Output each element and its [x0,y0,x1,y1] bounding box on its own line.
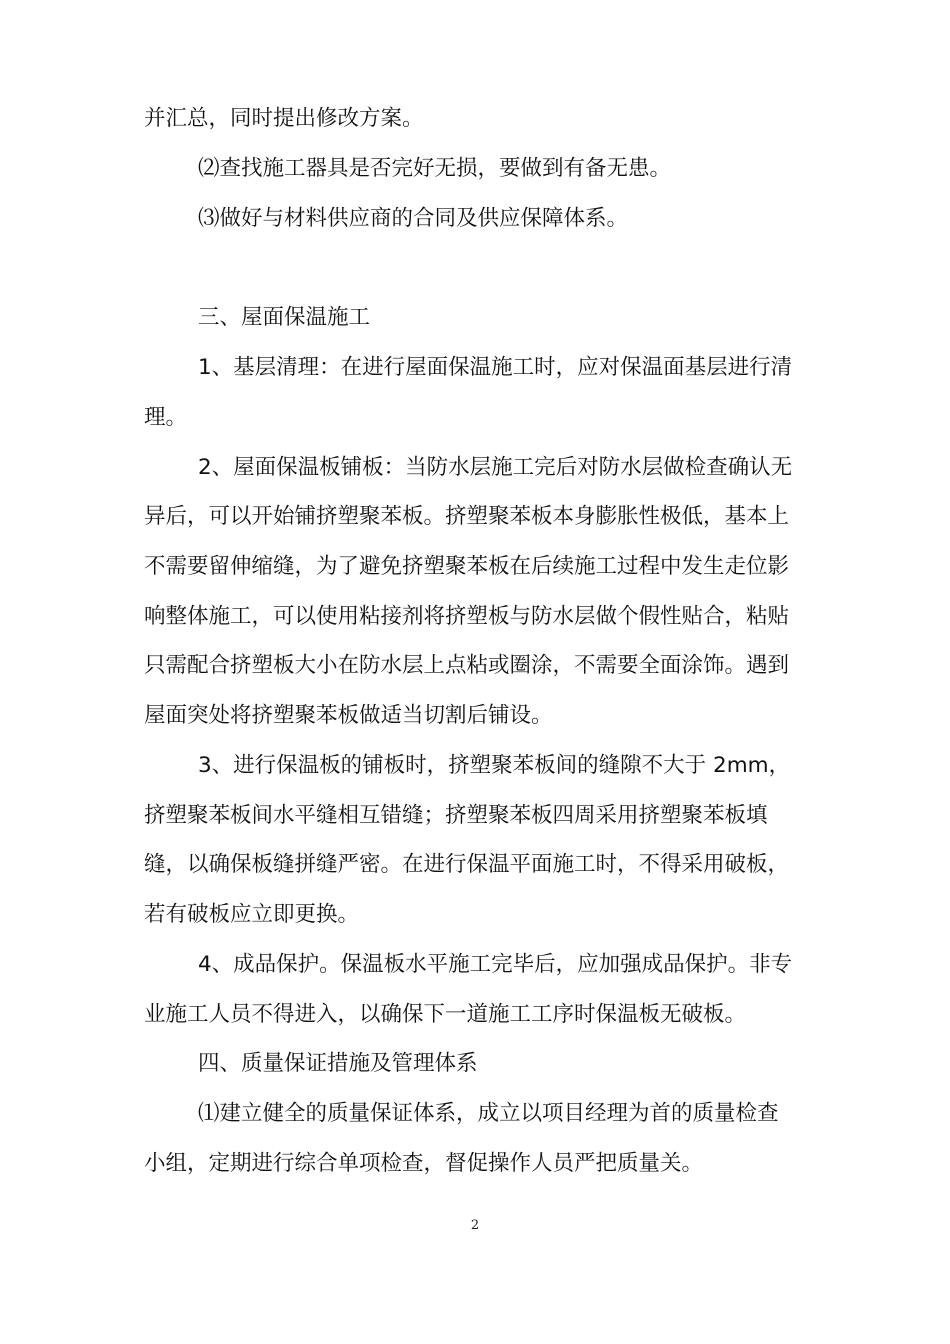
text-line: ⑴建立健全的质量保证体系，成立以项目经理为首的质量检查 [198,1101,779,1126]
page-number: 2 [470,1218,480,1233]
text-line: 异后，可以开始铺挤塑聚苯板。挤塑聚苯板本身膨胀性极低，基本上 [144,504,790,529]
text-line: 2、屋面保温板铺板：当防水层施工完后对防水层做检查确认无 [198,455,793,480]
text-line: 4、成品保护。保温板水平施工完毕后，应加强成品保护。非专 [198,952,793,977]
section-heading: 四、质量保证措施及管理体系 [198,1051,478,1076]
text-line: 1、基层清理：在进行屋面保温施工时，应对保温面基层进行清 [198,355,793,380]
text-line: 3、进行保温板的铺板时，挤塑聚苯板间的缝隙不大于 2mm， [198,753,791,778]
text-line: ⑵查找施工器具是否完好无损，要做到有备无患。 [198,156,672,181]
section-heading: 三、屋面保温施工 [198,305,371,330]
text-line: 不需要留伸缩缝，为了避免挤塑聚苯板在后续施工过程中发生走位影 [144,554,790,579]
text-line: 响整体施工，可以使用粘接剂将挤塑板与防水层做个假性贴合，粘贴 [144,604,790,629]
text-line: 只需配合挤塑板大小在防水层上点粘或圈涂，不需要全面涂饰。遇到 [144,653,790,678]
text-line: ⑶做好与材料供应商的合同及供应保障体系。 [198,206,629,231]
text-line: 缝，以确保板缝拼缝严密。在进行保温平面施工时，不得采用破板， [144,852,790,877]
text-line: 屋面突处将挤塑聚苯板做适当切割后铺设。 [144,703,553,728]
text-line: 理。 [144,405,188,430]
text-line: 若有破板应立即更换。 [144,902,360,927]
text-line: 业施工人员不得进入，以确保下一道施工工序时保温板无破板。 [144,1002,747,1027]
text-line: 并汇总，同时提出修改方案。 [144,106,424,131]
text-line: 挤塑聚苯板间水平缝相互错缝；挤塑聚苯板四周采用挤塑聚苯板填 [144,803,768,828]
text-line: 小组，定期进行综合单项检查，督促操作人员严把质量关。 [144,1151,704,1176]
